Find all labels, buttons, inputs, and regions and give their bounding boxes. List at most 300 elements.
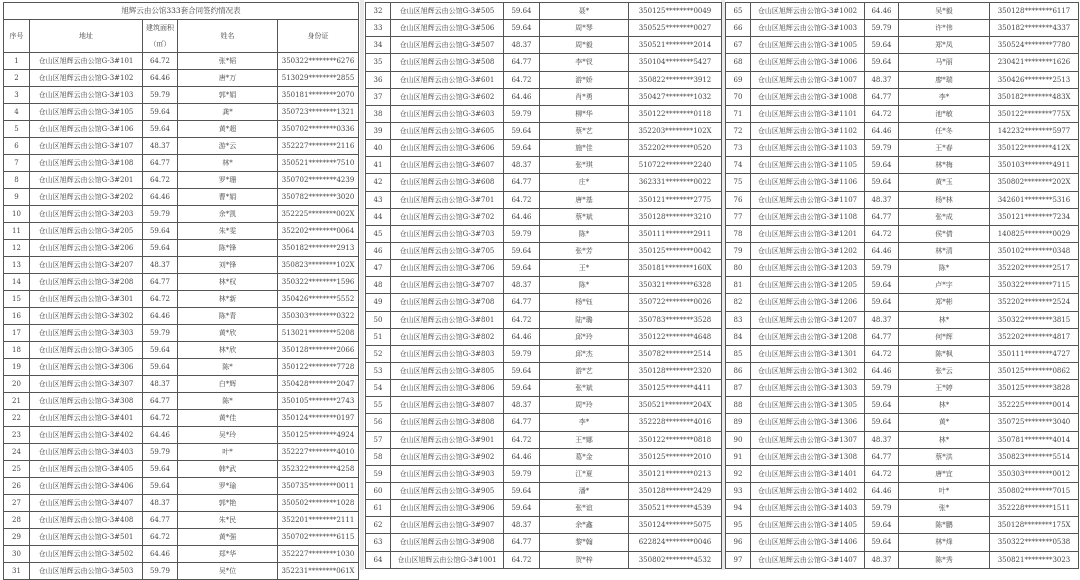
name-cell: 叶* <box>899 482 990 499</box>
area-cell: 59.64 <box>865 534 899 551</box>
row-no: 31 <box>4 563 30 580</box>
area-cell: 48.37 <box>865 71 899 88</box>
address-cell: 仓山区旭辉云由公馆G-3#603 <box>391 105 504 122</box>
area-cell: 64.72 <box>865 345 899 362</box>
row-no: 2 <box>4 70 30 87</box>
row-no: 45 <box>366 225 391 242</box>
table-row <box>366 191 722 208</box>
address-cell: 仓山区旭辉云由公馆G-3#206 <box>30 240 143 257</box>
id-cell: 352202********4817 <box>990 328 1079 345</box>
id-cell: 350802********4532 <box>629 551 722 568</box>
address-cell: 仓山区旭辉云由公馆G-3#801 <box>391 311 504 328</box>
address-cell: 仓山区旭辉云由公馆G-3#408 <box>30 512 143 529</box>
name-cell: 施*佳 <box>540 140 629 157</box>
id-cell: 350128********2429 <box>629 482 722 499</box>
name-cell: 游*艺 <box>540 362 629 379</box>
area-cell: 64.77 <box>504 294 540 311</box>
row-no: 95 <box>726 517 751 534</box>
id-cell: 350521********7510 <box>278 155 359 172</box>
table-row <box>4 240 359 257</box>
id-cell: 350303********0322 <box>278 308 359 325</box>
table-row <box>4 376 359 393</box>
table-row <box>726 431 1079 448</box>
address-cell: 仓山区旭辉云由公馆G-3#1007 <box>751 71 865 88</box>
table-row <box>4 70 359 87</box>
contract-table-part-3 <box>725 2 1079 569</box>
address-cell: 仓山区旭辉云由公馆G-3#303 <box>30 325 143 342</box>
id-cell: 622824********0046 <box>629 534 722 551</box>
address-cell: 仓山区旭辉云由公馆G-3#307 <box>30 376 143 393</box>
row-no: 41 <box>366 157 391 174</box>
address-cell: 仓山区旭辉云由公馆G-3#108 <box>30 155 143 172</box>
id-cell: 350128********2066 <box>278 342 359 359</box>
address-cell: 仓山区旭辉云由公馆G-3#1306 <box>751 414 865 431</box>
row-no: 52 <box>366 345 391 362</box>
area-cell: 59.64 <box>504 20 540 37</box>
table-row <box>366 242 722 259</box>
area-cell: 64.77 <box>865 208 899 225</box>
name-cell: 张*斌 <box>540 380 629 397</box>
id-cell: 350121********7234 <box>990 208 1079 225</box>
row-no: 15 <box>4 291 30 308</box>
row-no: 59 <box>366 465 391 482</box>
address-cell: 仓山区旭辉云由公馆G-3#405 <box>30 461 143 478</box>
table-row <box>4 138 359 155</box>
table-row <box>726 122 1079 139</box>
name-cell: 白*辉 <box>178 376 278 393</box>
id-cell: 140825********0029 <box>990 225 1079 242</box>
area-cell: 59.64 <box>865 517 899 534</box>
area-cell: 64.72 <box>865 465 899 482</box>
area-cell: 64.46 <box>504 448 540 465</box>
name-cell: 黎*翰 <box>540 534 629 551</box>
area-cell: 64.77 <box>504 54 540 71</box>
address-cell: 仓山区旭辉云由公馆G-3#208 <box>30 274 143 291</box>
area-cell: 59.79 <box>865 140 899 157</box>
address-cell: 仓山区旭辉云由公馆G-3#606 <box>391 140 504 157</box>
address-cell: 仓山区旭辉云由公馆G-3#1101 <box>751 105 865 122</box>
row-no: 24 <box>4 444 30 461</box>
row-no: 82 <box>726 294 751 311</box>
row-no: 11 <box>4 223 30 240</box>
table-row <box>4 104 359 121</box>
table-row <box>366 105 722 122</box>
address-cell: 仓山区旭辉云由公馆G-3#807 <box>391 397 504 414</box>
address-cell: 仓山区旭辉云由公馆G-3#1108 <box>751 208 865 225</box>
address-cell: 仓山区旭辉云由公馆G-3#1001 <box>391 551 504 568</box>
name-cell: 陈* <box>178 393 278 410</box>
row-no: 83 <box>726 311 751 328</box>
name-cell: 郑*华 <box>178 546 278 563</box>
contract-table-part-1 <box>3 2 359 580</box>
name-cell: 蔡*洪 <box>899 448 990 465</box>
address-cell: 仓山区旭辉云由公馆G-3#1405 <box>751 517 865 534</box>
row-no: 25 <box>4 461 30 478</box>
area-cell: 59.64 <box>865 294 899 311</box>
id-cell: 350735********0011 <box>278 478 359 495</box>
row-no: 39 <box>366 122 391 139</box>
address-cell: 仓山区旭辉云由公馆G-3#808 <box>391 414 504 431</box>
table-row <box>4 478 359 495</box>
row-no: 66 <box>726 20 751 37</box>
id-cell: 350181********2070 <box>278 87 359 104</box>
table-row <box>366 157 722 174</box>
id-cell: 350103********4911 <box>990 157 1079 174</box>
id-cell: 350782********2514 <box>629 345 722 362</box>
id-cell: 352322********4258 <box>278 461 359 478</box>
name-cell: 游*云 <box>178 138 278 155</box>
address-cell: 仓山区旭辉云由公馆G-3#1005 <box>751 37 865 54</box>
area-cell: 64.72 <box>504 431 540 448</box>
table-row <box>366 277 722 294</box>
id-cell: 350122********4648 <box>629 328 722 345</box>
name-cell: 黄*欣 <box>178 325 278 342</box>
name-cell: 韩*武 <box>178 461 278 478</box>
area-cell: 59.64 <box>865 414 899 431</box>
row-no: 56 <box>366 414 391 431</box>
area-cell: 59.64 <box>865 277 899 294</box>
id-cell: 352231********061X <box>278 563 359 580</box>
id-cell: 510722********2240 <box>629 157 722 174</box>
table-row <box>726 482 1079 499</box>
name-cell: 林*权 <box>178 274 278 291</box>
area-cell: 59.64 <box>143 240 178 257</box>
area-cell: 64.46 <box>865 122 899 139</box>
id-cell: 350125********3828 <box>990 380 1079 397</box>
area-cell: 64.46 <box>865 3 899 20</box>
row-no: 73 <box>726 140 751 157</box>
area-cell: 59.64 <box>865 37 899 54</box>
name-cell: 张* <box>899 500 990 517</box>
id-cell: 352228********4016 <box>629 414 722 431</box>
row-no: 60 <box>366 482 391 499</box>
address-cell: 仓山区旭辉云由公馆G-3#503 <box>30 563 143 580</box>
area-cell: 64.72 <box>504 71 540 88</box>
area-cell: 64.46 <box>504 88 540 105</box>
row-no: 85 <box>726 345 751 362</box>
address-cell: 仓山区旭辉云由公馆G-3#407 <box>30 495 143 512</box>
row-no: 29 <box>4 529 30 546</box>
address-cell: 仓山区旭辉云由公馆G-3#1002 <box>751 3 865 20</box>
row-no: 50 <box>366 311 391 328</box>
name-cell: 罗*珊 <box>178 172 278 189</box>
id-cell: 350525********0027 <box>629 20 722 37</box>
id-cell: 352227********1030 <box>278 546 359 563</box>
area-cell: 48.37 <box>504 277 540 294</box>
name-cell: 邱*玲 <box>540 328 629 345</box>
name-cell: 朱*民 <box>178 512 278 529</box>
table-row <box>4 291 359 308</box>
area-cell: 64.77 <box>143 512 178 529</box>
table-row <box>366 534 722 551</box>
name-cell: 刘*锋 <box>178 257 278 274</box>
address-cell: 仓山区旭辉云由公馆G-3#907 <box>391 517 504 534</box>
name-cell: 池*敏 <box>899 105 990 122</box>
table-row <box>726 242 1079 259</box>
address-cell: 仓山区旭辉云由公馆G-3#701 <box>391 191 504 208</box>
id-cell: 350723********1321 <box>278 104 359 121</box>
row-no: 37 <box>366 88 391 105</box>
id-cell: 350427********1032 <box>629 88 722 105</box>
table-row <box>726 225 1079 242</box>
name-cell: 张*云 <box>899 362 990 379</box>
table-row <box>366 88 722 105</box>
table-row <box>726 260 1079 277</box>
name-cell: 黄*玉 <box>899 174 990 191</box>
area-cell: 59.64 <box>504 140 540 157</box>
id-cell: 350125********4411 <box>629 380 722 397</box>
row-no: 57 <box>366 431 391 448</box>
table-row <box>366 500 722 517</box>
name-cell: 余*鑫 <box>540 517 629 534</box>
address-cell: 仓山区旭辉云由公馆G-3#202 <box>30 189 143 206</box>
row-no: 64 <box>366 551 391 568</box>
name-cell: 唐*基 <box>540 191 629 208</box>
name-cell: 陈*锋 <box>178 240 278 257</box>
name-cell: 林*新 <box>178 291 278 308</box>
row-no: 35 <box>366 54 391 71</box>
address-cell: 仓山区旭辉云由公馆G-3#306 <box>30 359 143 376</box>
row-no: 68 <box>726 54 751 71</box>
address-cell: 仓山区旭辉云由公馆G-3#406 <box>30 478 143 495</box>
area-cell: 64.72 <box>143 291 178 308</box>
table-row <box>726 500 1079 517</box>
area-cell: 64.72 <box>143 410 178 427</box>
id-cell: 350125********0862 <box>990 362 1079 379</box>
table-row <box>726 517 1079 534</box>
address-cell: 仓山区旭辉云由公馆G-3#607 <box>391 157 504 174</box>
address-cell: 仓山区旭辉云由公馆G-3#1401 <box>751 465 865 482</box>
name-cell: 蔡*斌 <box>540 208 629 225</box>
table-row <box>726 54 1079 71</box>
row-no: 97 <box>726 551 751 568</box>
row-no: 43 <box>366 191 391 208</box>
area-cell: 48.37 <box>504 37 540 54</box>
row-no: 61 <box>366 500 391 517</box>
row-no: 89 <box>726 414 751 431</box>
id-cell: 350702********4239 <box>278 172 359 189</box>
area-cell: 64.46 <box>143 189 178 206</box>
id-cell: 350182********4337 <box>990 20 1079 37</box>
area-cell: 59.64 <box>504 482 540 499</box>
address-cell: 仓山区旭辉云由公馆G-3#901 <box>391 431 504 448</box>
area-cell: 64.77 <box>143 155 178 172</box>
name-cell: 吴*玲 <box>178 427 278 444</box>
table-row <box>4 512 359 529</box>
row-no: 80 <box>726 260 751 277</box>
name-cell: 黄*佳 <box>178 410 278 427</box>
area-cell: 59.79 <box>504 345 540 362</box>
id-cell: 350521********4539 <box>629 500 722 517</box>
address-cell: 仓山区旭辉云由公馆G-3#305 <box>30 342 143 359</box>
row-no: 76 <box>726 191 751 208</box>
name-cell: 潘* <box>540 482 629 499</box>
address-cell: 仓山区旭辉云由公馆G-3#1201 <box>751 225 865 242</box>
area-cell: 64.77 <box>143 274 178 291</box>
area-cell: 48.37 <box>504 397 540 414</box>
name-cell: 林* <box>899 311 990 328</box>
table-row <box>726 37 1079 54</box>
id-cell: 352228********1511 <box>990 500 1079 517</box>
row-no: 9 <box>4 189 30 206</box>
address-cell: 仓山区旭辉云由公馆G-3#908 <box>391 534 504 551</box>
row-no: 21 <box>4 393 30 410</box>
id-cell: 142232********5977 <box>990 122 1079 139</box>
address-cell: 仓山区旭辉云由公馆G-3#507 <box>391 37 504 54</box>
name-cell: 聂* <box>540 3 629 20</box>
address-cell: 仓山区旭辉云由公馆G-3#1202 <box>751 242 865 259</box>
id-cell: 350322********0538 <box>990 534 1079 551</box>
table-row <box>366 414 722 431</box>
area-cell: 64.46 <box>143 427 178 444</box>
address-cell: 仓山区旭辉云由公馆G-3#101 <box>30 53 143 70</box>
address-cell: 仓山区旭辉云由公馆G-3#205 <box>30 223 143 240</box>
area-cell: 64.77 <box>504 174 540 191</box>
area-cell: 64.72 <box>143 53 178 70</box>
id-cell: 350322********6276 <box>278 53 359 70</box>
area-cell: 59.79 <box>504 225 540 242</box>
name-cell: 黄*超 <box>178 121 278 138</box>
id-cell: 352202********2517 <box>990 260 1079 277</box>
name-cell: 陈* <box>540 277 629 294</box>
address-cell: 仓山区旭辉云由公馆G-3#203 <box>30 206 143 223</box>
id-cell: 513029********2855 <box>278 70 359 87</box>
address-cell: 仓山区旭辉云由公馆G-3#502 <box>30 546 143 563</box>
row-no: 53 <box>366 362 391 379</box>
row-no: 58 <box>366 448 391 465</box>
row-no: 81 <box>726 277 751 294</box>
table-row <box>366 311 722 328</box>
row-no: 75 <box>726 174 751 191</box>
name-cell: 马*丽 <box>899 54 990 71</box>
row-no: 14 <box>4 274 30 291</box>
row-no: 67 <box>726 37 751 54</box>
name-cell: 陆*璐 <box>540 311 629 328</box>
row-no: 65 <box>726 3 751 20</box>
address-cell: 仓山区旭辉云由公馆G-3#1205 <box>751 277 865 294</box>
id-cell: 350104********5427 <box>629 54 722 71</box>
table-row <box>726 3 1079 20</box>
address-cell: 仓山区旭辉云由公馆G-3#1406 <box>751 534 865 551</box>
name-cell: 何*辉 <box>899 328 990 345</box>
table-row <box>726 277 1079 294</box>
id-cell: 352201********2111 <box>278 512 359 529</box>
id-cell: 350322********3815 <box>990 311 1079 328</box>
id-cell: 350124********0197 <box>278 410 359 427</box>
area-cell: 59.64 <box>143 478 178 495</box>
id-cell: 352225********0014 <box>990 397 1079 414</box>
row-no: 77 <box>726 208 751 225</box>
area-cell: 59.64 <box>504 260 540 277</box>
table-row <box>4 427 359 444</box>
area-cell: 59.64 <box>143 359 178 376</box>
table-row <box>4 121 359 138</box>
name-cell: 李* <box>540 414 629 431</box>
name-cell: 林* <box>899 397 990 414</box>
id-cell: 350702********0336 <box>278 121 359 138</box>
table-row <box>726 380 1079 397</box>
row-no: 90 <box>726 431 751 448</box>
id-cell: 352227********2116 <box>278 138 359 155</box>
table-row <box>726 105 1079 122</box>
table-row <box>366 362 722 379</box>
name-cell: 李*钗 <box>540 54 629 71</box>
table-row <box>366 20 722 37</box>
row-no: 54 <box>366 380 391 397</box>
name-cell: 陈*青 <box>178 308 278 325</box>
area-cell: 59.79 <box>504 105 540 122</box>
table-row <box>366 465 722 482</box>
table-row <box>726 71 1079 88</box>
id-cell: 350521********2014 <box>629 37 722 54</box>
area-cell: 59.79 <box>865 260 899 277</box>
name-cell: 江*夏 <box>540 465 629 482</box>
area-cell: 59.79 <box>865 500 899 517</box>
table-row <box>4 274 359 291</box>
name-cell: 李* <box>899 88 990 105</box>
address-cell: 仓山区旭辉云由公馆G-3#903 <box>391 465 504 482</box>
page-gap <box>360 0 364 570</box>
area-cell: 64.72 <box>143 529 178 546</box>
address-cell: 仓山区旭辉云由公馆G-3#505 <box>391 3 504 20</box>
area-cell: 64.46 <box>504 328 540 345</box>
name-cell: 邱*杰 <box>540 345 629 362</box>
area-cell: 64.72 <box>865 225 899 242</box>
address-cell: 仓山区旭辉云由公馆G-3#705 <box>391 242 504 259</box>
row-no: 46 <box>366 242 391 259</box>
table-row <box>366 3 722 20</box>
id-cell: 350128********175X <box>990 517 1079 534</box>
row-no: 16 <box>4 308 30 325</box>
name-cell: 郑*凤 <box>899 37 990 54</box>
area-cell: 64.46 <box>865 482 899 499</box>
row-no: 51 <box>366 328 391 345</box>
row-no: 84 <box>726 328 751 345</box>
row-no: 13 <box>4 257 30 274</box>
id-cell: 352202********2524 <box>990 294 1079 311</box>
row-no: 6 <box>4 138 30 155</box>
table-row <box>366 140 722 157</box>
table-row <box>366 397 722 414</box>
area-cell: 64.77 <box>143 393 178 410</box>
name-cell: 肖*勇 <box>540 88 629 105</box>
address-cell: 仓山区旭辉云由公馆G-3#902 <box>391 448 504 465</box>
name-cell: 王*春 <box>899 140 990 157</box>
table-row <box>726 397 1079 414</box>
area-cell: 48.37 <box>504 157 540 174</box>
name-cell: 陈* <box>540 225 629 242</box>
area-cell: 64.72 <box>143 172 178 189</box>
address-cell: 仓山区旭辉云由公馆G-3#805 <box>391 362 504 379</box>
row-no: 78 <box>726 225 751 242</box>
row-no: 93 <box>726 482 751 499</box>
row-no: 88 <box>726 397 751 414</box>
address-cell: 仓山区旭辉云由公馆G-3#602 <box>391 88 504 105</box>
address-cell: 仓山区旭辉云由公馆G-3#1102 <box>751 122 865 139</box>
table-row <box>726 20 1079 37</box>
area-cell: 64.46 <box>143 308 178 325</box>
area-cell: 48.37 <box>143 138 178 155</box>
area-cell: 48.37 <box>143 257 178 274</box>
name-cell: 林*清 <box>899 242 990 259</box>
address-cell: 仓山区旭辉云由公馆G-3#1308 <box>751 448 865 465</box>
row-no: 49 <box>366 294 391 311</box>
address-cell: 仓山区旭辉云由公馆G-3#508 <box>391 54 504 71</box>
id-cell: 350125********0049 <box>629 3 722 20</box>
table-row <box>366 345 722 362</box>
address-cell: 仓山区旭辉云由公馆G-3#806 <box>391 380 504 397</box>
row-no: 20 <box>4 376 30 393</box>
